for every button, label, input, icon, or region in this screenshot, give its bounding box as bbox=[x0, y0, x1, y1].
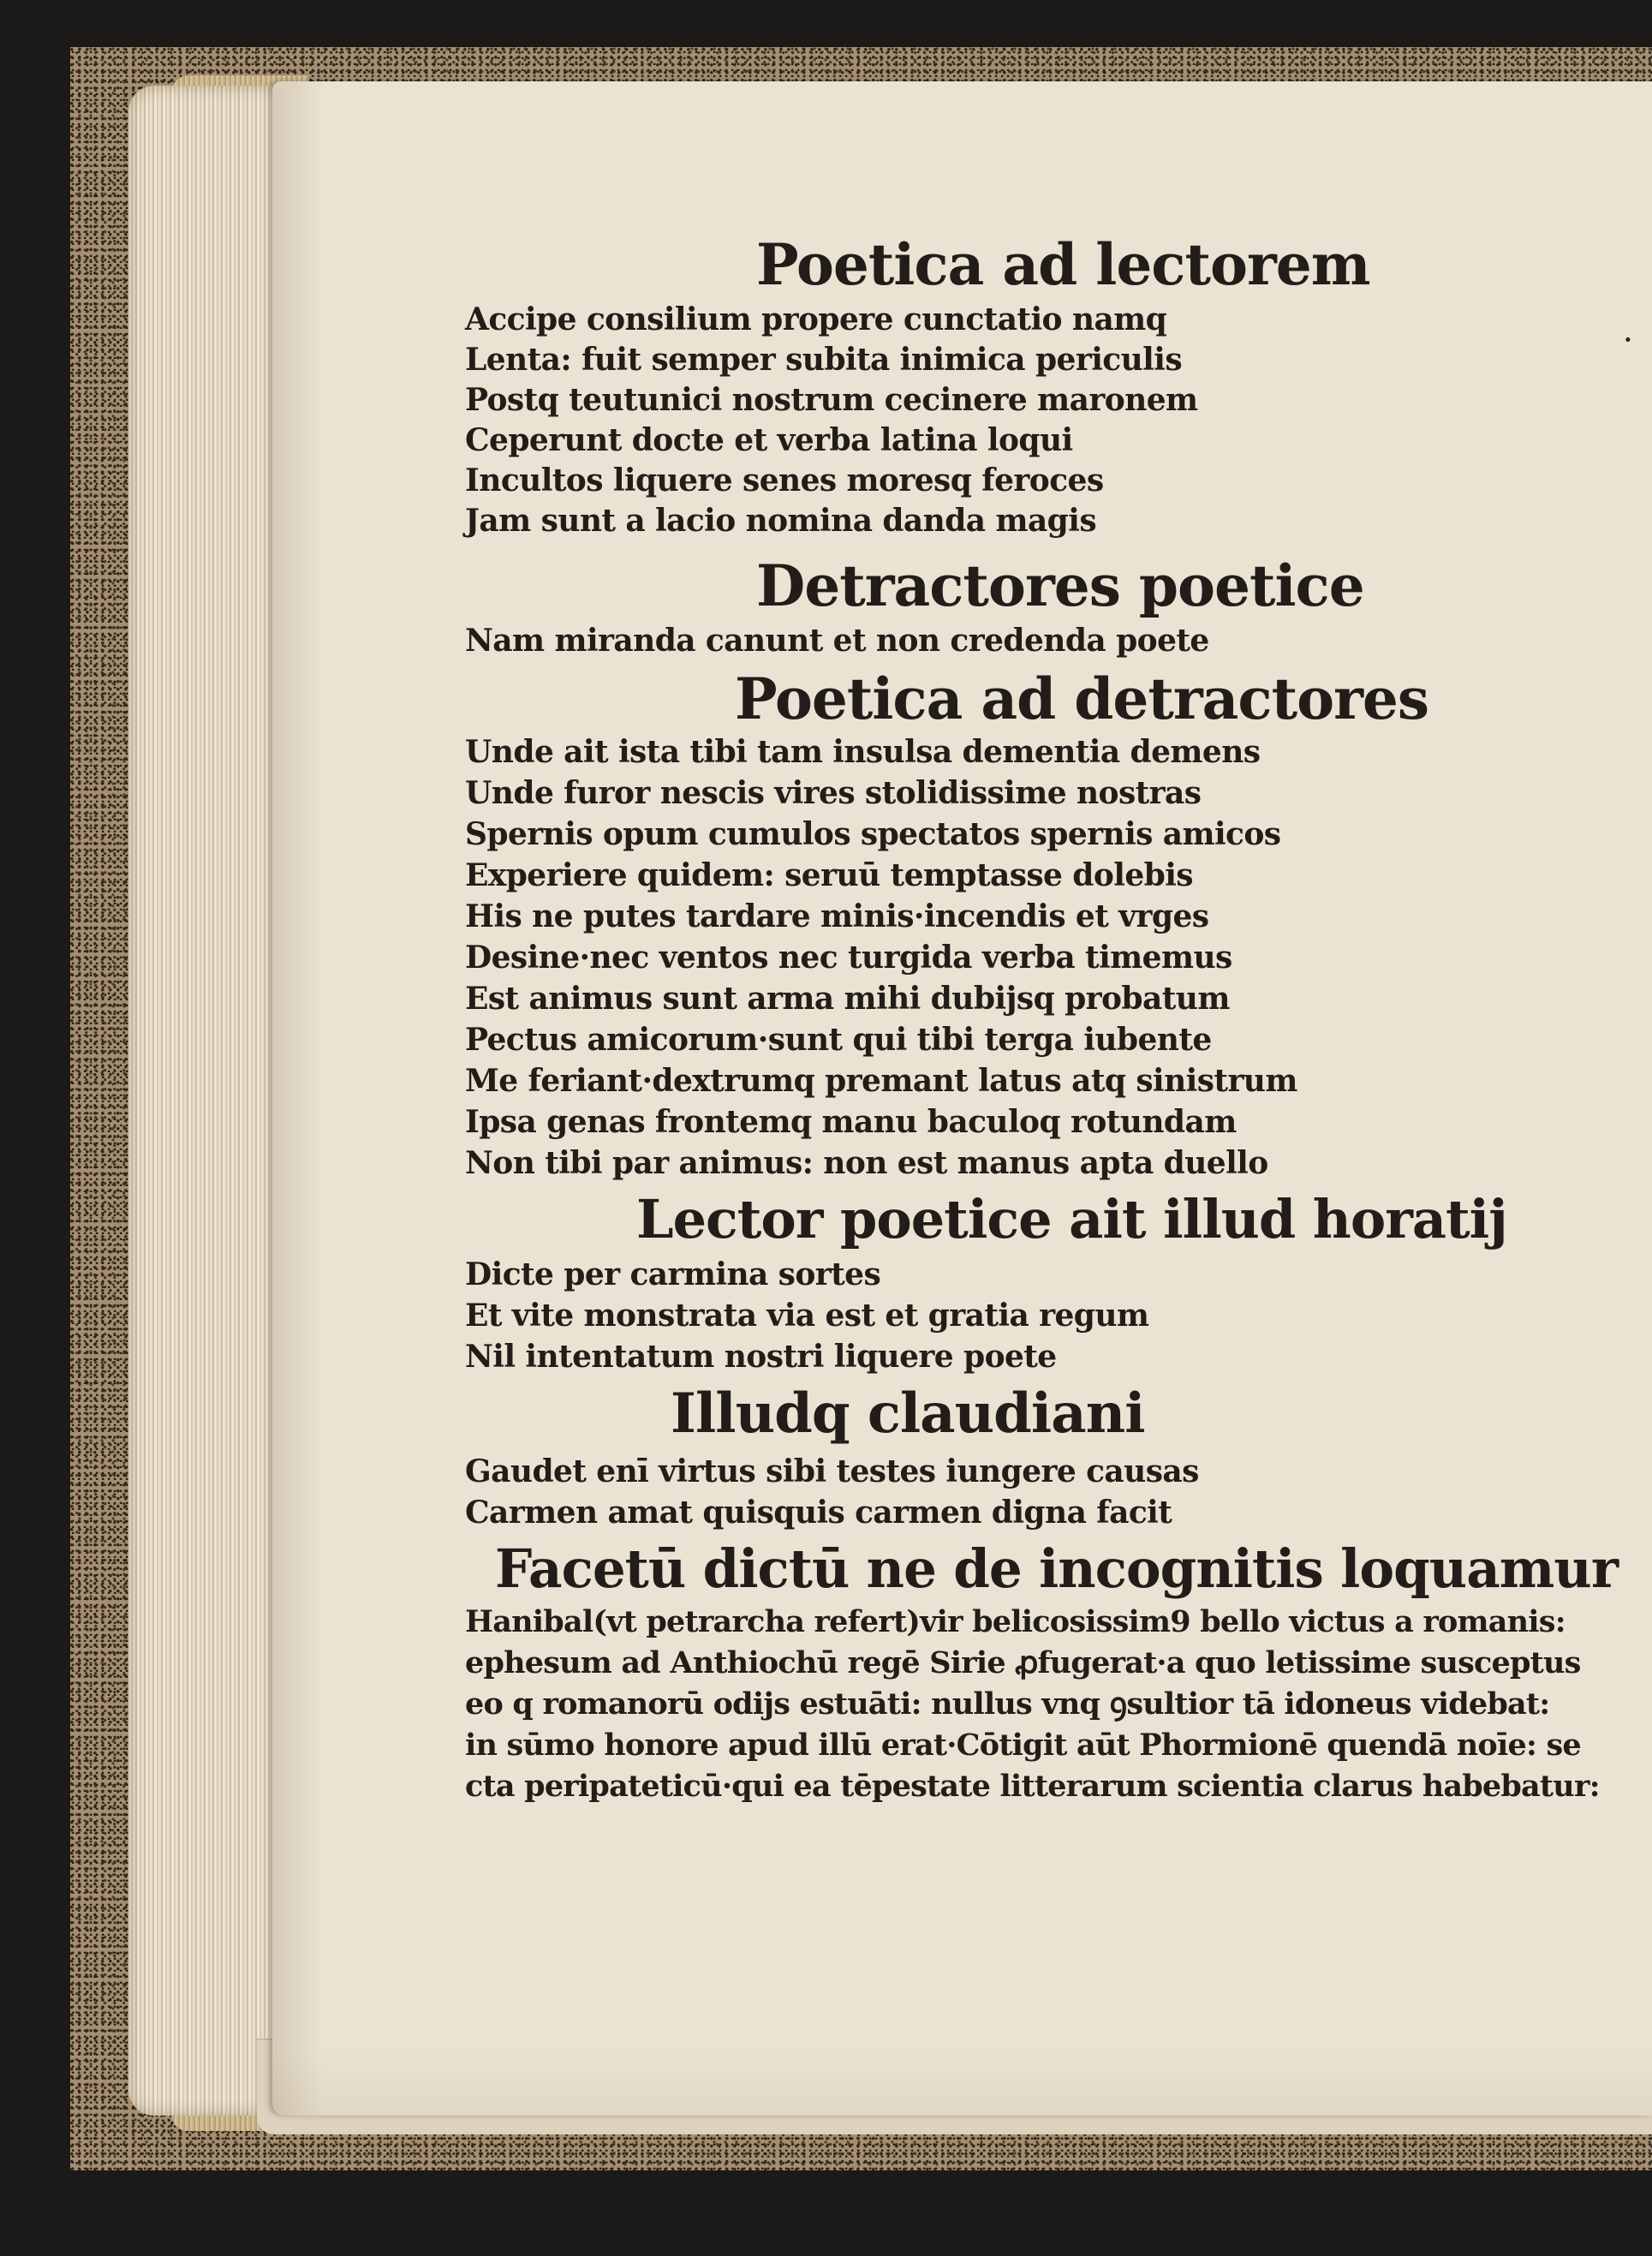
verse-line: Me feriant·dextrumq premant latus atq sinistrum bbox=[465, 1063, 1297, 1099]
heading-illudq-claudiani: Illudq claudiani bbox=[671, 1382, 1145, 1446]
verse-line: Nil intentatum nostri liquere poete bbox=[465, 1339, 1057, 1375]
verse-line: Pectus amicorum·sunt qui tibi terga iubente bbox=[465, 1022, 1212, 1058]
verse-line: Non tibi par animus: non est manus apta duello bbox=[465, 1145, 1268, 1181]
verse-line: Desine·nec ventos nec turgida verba timemus bbox=[465, 940, 1232, 976]
fore-edge-pages bbox=[128, 86, 291, 2116]
heading-poetica-ad-lectorem: Poetica ad lectorem bbox=[756, 231, 1370, 298]
verse-line: Accipe consilium propere cunctatio namq bbox=[465, 301, 1167, 337]
heading-detractores-poetice: Detractores poetice bbox=[756, 552, 1364, 619]
verse-line: Jam sunt a lacio nomina danda magis bbox=[465, 503, 1096, 539]
verse-line: Spernis opum cumulos spectatos spernis amicos bbox=[465, 816, 1281, 852]
verse-line: Est animus sunt arma mihi dubijsq probatum bbox=[465, 981, 1230, 1017]
prose-line: ephesum ad Anthiochū regē Sirie ꝓfugerat·a quo letissime susceptus bbox=[465, 1645, 1581, 1680]
page-dot-mark: · bbox=[1624, 325, 1632, 354]
verse-line: Gaudet enī virtus sibi testes iungere causas bbox=[465, 1453, 1199, 1489]
verse-line: Et vite monstrata via est et gratia regum bbox=[465, 1298, 1149, 1334]
verse-line: Dicte per carmina sortes bbox=[465, 1256, 881, 1292]
heading-lector-poetice: Lector poetice ait illud horatij bbox=[636, 1188, 1507, 1250]
verse-line: Incultos liquere senes moresq feroces bbox=[465, 463, 1104, 498]
heading-facetu-dictu: Facetū dictū ne de incognitis loquamur bbox=[495, 1537, 1619, 1600]
verse-line: Experiere quidem: seruū temptasse dolebis bbox=[465, 857, 1193, 893]
prose-line: in sūmo honore apud illū erat·Cōtigit aūt Phormionē quendā noīe: se bbox=[465, 1728, 1581, 1763]
verse-line: Unde furor nescis vires stolidissime nostras bbox=[465, 775, 1202, 811]
verse-line: Unde ait ista tibi tam insulsa dementia demens bbox=[465, 734, 1261, 770]
heading-poetica-ad-detractores: Poetica ad detractores bbox=[735, 665, 1429, 732]
verse-line: Carmen amat quisquis carmen digna facit bbox=[465, 1495, 1172, 1531]
prose-line: cta peripateticū·qui ea tēpestate litterarum scientia clarus habebatur: bbox=[465, 1769, 1600, 1804]
printed-page bbox=[272, 81, 1652, 2116]
verse-line: Ceperunt docte et verba latina loqui bbox=[465, 422, 1073, 458]
verse-line: Nam miranda canunt et non credenda poete bbox=[465, 623, 1209, 659]
verse-line: Postq teutunici nostrum cecinere maronem bbox=[465, 382, 1198, 418]
prose-line: eo q romanorū odijs estuāti: nullus vnq ꝯsultior tā idoneus videbat: bbox=[465, 1686, 1550, 1722]
verse-line: Ipsa genas frontemq manu baculoq rotundam bbox=[465, 1104, 1237, 1140]
verse-line: Lenta: fuit semper subita inimica periculis bbox=[465, 342, 1182, 378]
verse-line: His ne putes tardare minis·incendis et vrges bbox=[465, 898, 1209, 934]
prose-line: Hanibal(vt petrarcha refert)vir belicosissim9 bello victus a romanis: bbox=[465, 1604, 1566, 1639]
